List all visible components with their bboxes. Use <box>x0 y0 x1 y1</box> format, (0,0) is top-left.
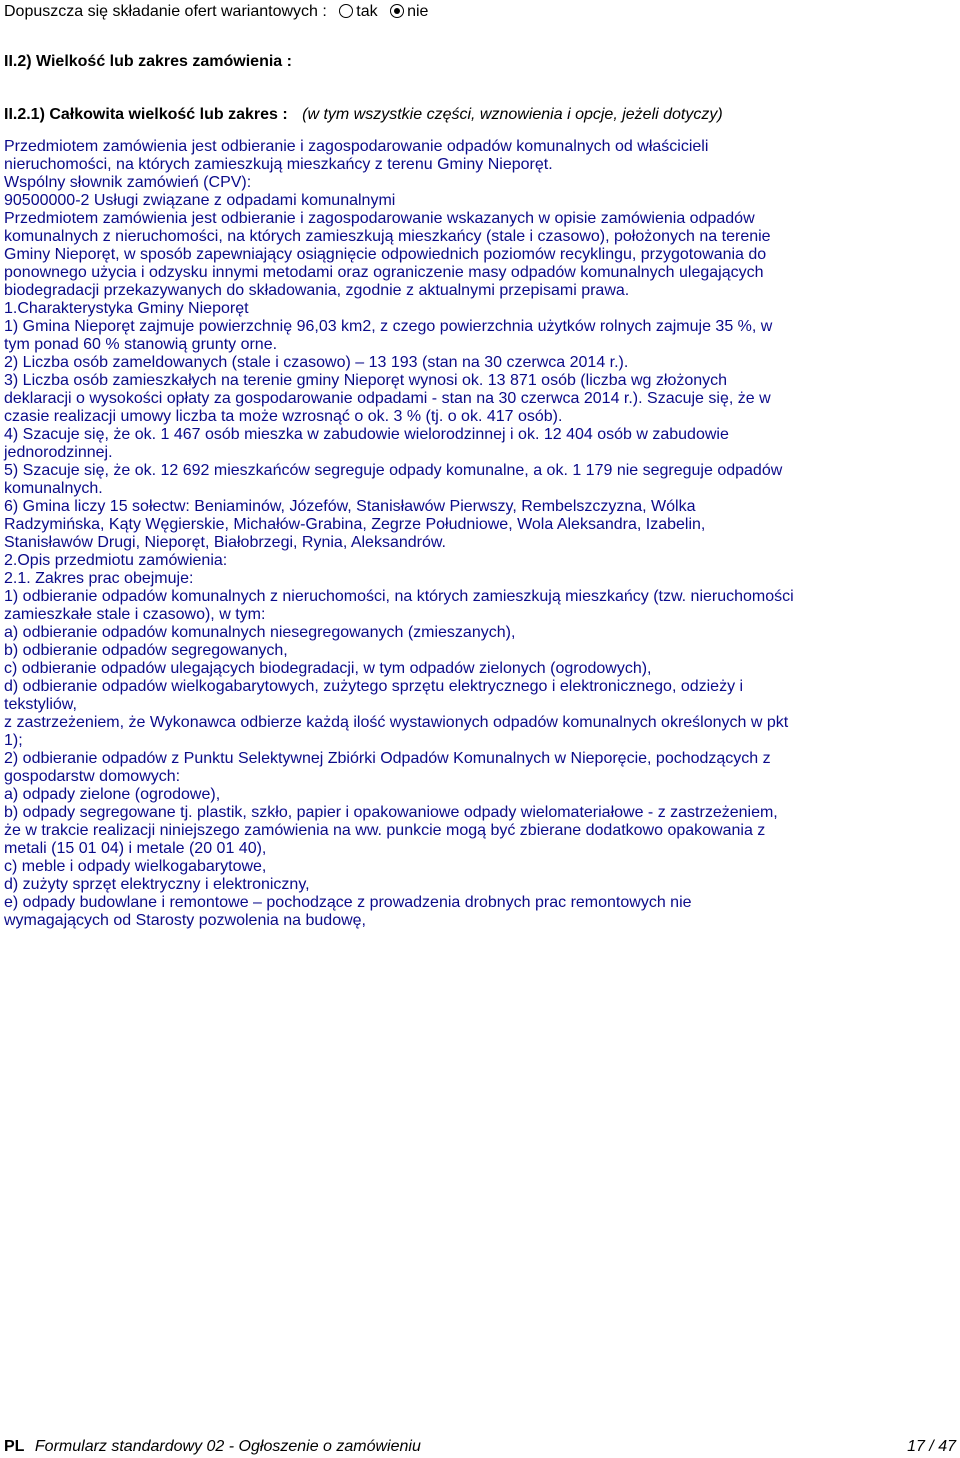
body-line: 1.Charakterystyka Gminy Nieporęt <box>4 300 249 317</box>
body-line: czasie realizacji umowy liczba ta może wzrosnąć o ok. 3 % (tj. o ok. 417 osób). <box>4 408 563 425</box>
body-line: 2) odbieranie odpadów z Punktu Selektywnej Zbiórki Odpadów Komunalnych w Nieporęcie, pochodzących z <box>4 750 771 767</box>
body-line: d) odbieranie odpadów wielkogabarytowych, zużytego sprzętu elektrycznego i elektronicznego, odzieży i <box>4 678 744 695</box>
footer-form-title: Formularz standardowy 02 - Ogłoszenie o zamówieniu <box>34 1438 421 1455</box>
body-line: 4) Szacuje się, że ok. 1 467 osób mieszka w zabudowie wielorodzinnej i ok. 12 404 osób w zabudowie <box>4 426 729 443</box>
body-line: Stanisławów Drugi, Nieporęt, Białobrzegi, Rynia, Aleksandrów. <box>4 534 446 551</box>
body-line: 5) Szacuje się, że ok. 12 692 mieszkańców segreguje odpady komunalne, a ok. 1 179 nie segreguje odpadów <box>4 462 783 479</box>
body-line: a) odpady zielone (ogrodowe), <box>4 786 221 803</box>
variants-row <box>4 3 428 21</box>
body-line: tekstyliów, <box>4 696 77 713</box>
radio-yes[interactable] <box>339 4 353 18</box>
body-line: 2.Opis przedmiotu zamówienia: <box>4 552 228 569</box>
body-line: Radzymińska, Kąty Węgierskie, Michałów-Grabina, Zegrze Południowe, Wola Aleksandra, Izabelin, <box>4 516 706 533</box>
section-ii2-heading: II.2) Wielkość lub zakres zamówienia : <box>4 53 292 70</box>
body-line: ponownego użycia i odzysku innymi metodami oraz ograniczenie masy odpadów komunalnych ulegających <box>4 264 764 281</box>
variants-label: Dopuszcza się składanie ofert wariantowych : <box>4 3 327 20</box>
body-line: 6) Gmina liczy 15 sołectw: Beniaminów, Józefów, Stanisławów Pierwszy, Rembelszczyzna, Wólka <box>4 498 696 515</box>
radio-yes-label: tak <box>356 3 378 20</box>
body-line: 2.1. Zakres prac obejmuje: <box>4 570 194 587</box>
body-line: b) odpady segregowane tj. plastik, szkło, papier i opakowaniowe odpady wielomateriałowe - z zastrzeżeniem, <box>4 804 778 821</box>
body-line: deklaracji o wysokości opłaty za gospodarowanie odpadami - stan na 30 czerwca 2014 r.). Szacuje się, że w <box>4 390 771 407</box>
radio-no[interactable] <box>390 4 404 18</box>
body-line: że w trakcie realizacji niniejszego zamówienia na ww. punkcie mogą być zbierane dodatkowo opakowania z <box>4 822 766 839</box>
body-line: e) odpady budowlane i remontowe – pochodzące z prowadzenia drobnych prac remontowych nie <box>4 894 692 911</box>
body-line: tym ponad 60 % stanowią grunty orne. <box>4 336 278 353</box>
footer-lang: PL <box>4 1438 25 1455</box>
body-line: komunalnych z nieruchomości, na których zamieszkują mieszkańcy (stale i czasowo), położonych na terenie <box>4 228 771 245</box>
body-line: 1); <box>4 732 23 749</box>
body-line: zamieszkałe stale i czasowo), w tym: <box>4 606 266 623</box>
body-line: gospodarstw domowych: <box>4 768 181 785</box>
body-line: Przedmiotem zamówienia jest odbieranie i zagospodarowanie odpadów komunalnych od właścicieli <box>4 138 709 155</box>
section-ii21-heading: II.2.1) Całkowita wielkość lub zakres : <box>4 106 288 123</box>
body-line: c) odbieranie odpadów ulegających biodegradacji, w tym odpadów zielonych (ogrodowych), <box>4 660 652 677</box>
footer-page-number: 17 / 47 <box>907 1438 956 1455</box>
body-line: 1) odbieranie odpadów komunalnych z nieruchomości, na których zamieszkują mieszkańcy (tzw. nieruchomości <box>4 588 794 605</box>
radio-no-label: nie <box>407 3 429 20</box>
body-line: 2) Liczba osób zameldowanych (stale i czasowo) – 13 193 (stan na 30 czerwca 2014 r.). <box>4 354 629 371</box>
section-ii21-row <box>4 106 723 124</box>
body-line: 1) Gmina Nieporęt zajmuje powierzchnię 96,03 km2, z czego powierzchnia użytków rolnych zajmuje 35 %, w <box>4 318 773 335</box>
body-line: metali (15 01 04) i metale (20 01 40), <box>4 840 267 857</box>
body-line: z zastrzeżeniem, że Wykonawca odbierze każdą ilość wystawionych odpadów komunalnych określonych w pkt <box>4 714 789 731</box>
description-body <box>4 138 956 930</box>
body-line: 3) Liczba osób zamieszkałych na terenie gminy Nieporęt wynosi ok. 13 871 osób (liczba wg złożonych <box>4 372 728 389</box>
body-line: jednorodzinnej. <box>4 444 113 461</box>
body-line: b) odbieranie odpadów segregowanych, <box>4 642 288 659</box>
body-line: 90500000-2 Usługi związane z odpadami komunalnymi <box>4 192 396 209</box>
body-line: Gminy Nieporęt, w sposób zapewniający osiągnięcie odpowiednich poziomów recyklingu, przygotowania do <box>4 246 767 263</box>
body-line: Przedmiotem zamówienia jest odbieranie i zagospodarowanie wskazanych w opisie zamówienia odpadów <box>4 210 755 227</box>
body-line: d) zużyty sprzęt elektryczny i elektroniczny, <box>4 876 310 893</box>
section-ii21-note: (w tym wszystkie części, wznowienia i opcje, jeżeli dotyczy) <box>302 106 723 123</box>
page-footer <box>4 1438 956 1456</box>
body-line: Wspólny słownik zamówień (CPV): <box>4 174 252 191</box>
body-line: c) meble i odpady wielkogabarytowe, <box>4 858 267 875</box>
body-line: komunalnych. <box>4 480 103 497</box>
body-line: biodegradacji przekazywanych do składowania, zgodnie z aktualnymi przepisami prawa. <box>4 282 630 299</box>
body-line: wymagających od Starosty pozwolenia na budowę, <box>4 912 366 929</box>
body-line: nieruchomości, na których zamieszkują mieszkańcy z terenu Gminy Nieporęt. <box>4 156 553 173</box>
body-line: a) odbieranie odpadów komunalnych niesegregowanych (zmieszanych), <box>4 624 516 641</box>
